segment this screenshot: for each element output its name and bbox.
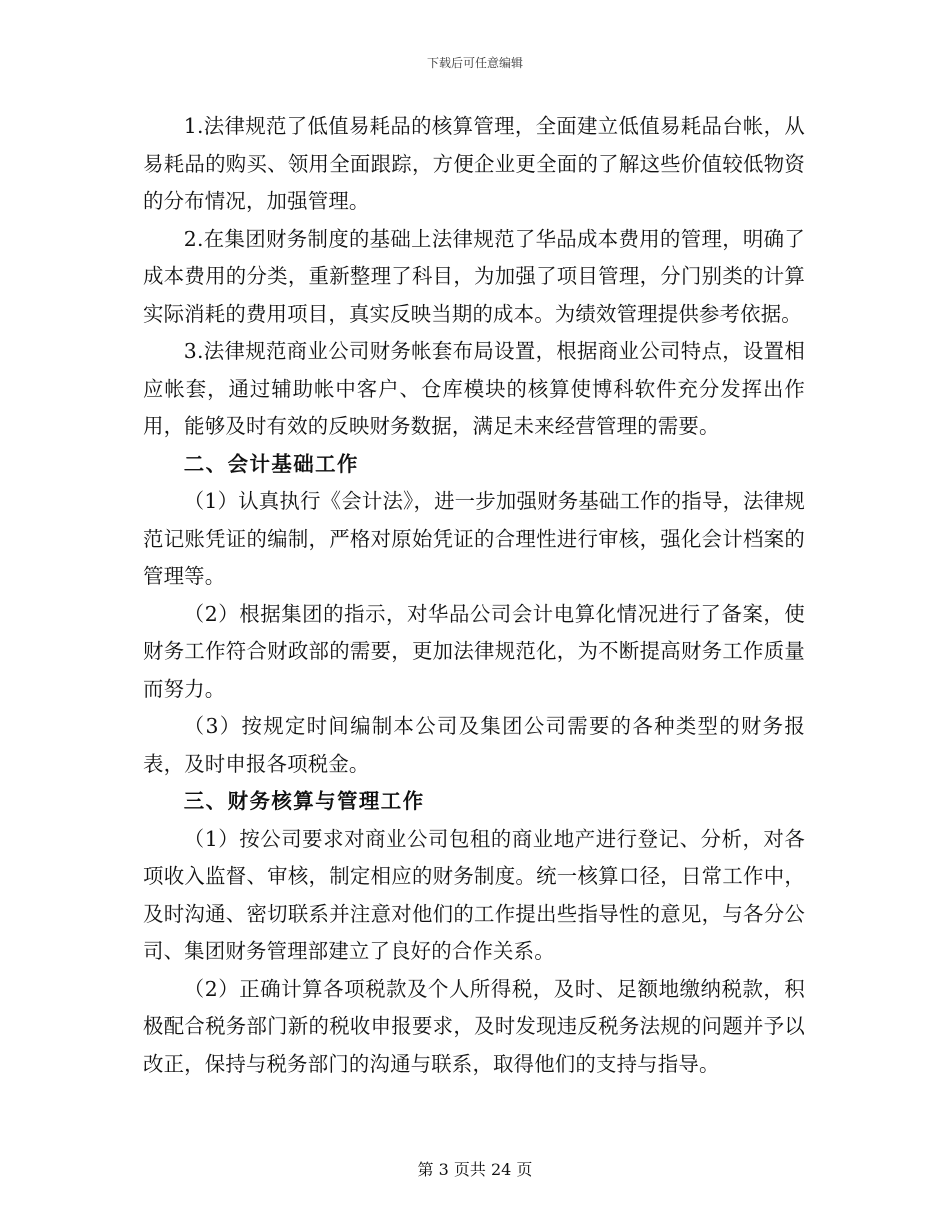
page-number: 第 3 页共 24 页 bbox=[417, 1160, 533, 1179]
page-header: 下载后可任意编辑 bbox=[426, 56, 523, 70]
paragraph-5: （2）根据集团的指示，对华品公司会计电算化情况进行了备案，使财务工作符合财政部的需要，更加法律规范化，为不断提高财务工作质量而努力。 bbox=[143, 601, 805, 701]
paragraph-6: （3）按规定时间编制本公司及集团公司需要的各种类型的财务报表，及时申报各项税金。 bbox=[143, 714, 805, 776]
paragraph-3: 3.法律规范商业公司财务帐套布局设置，根据商业公司特点，设置相应帐套，通过辅助帐中客户、仓库模块的核算使博科软件充分发挥出作用，能够及时有效的反映财务数据，满足未来经营管理的需要。 bbox=[143, 339, 805, 438]
document-body bbox=[143, 108, 805, 1083]
paragraph-2: 2.在集团财务制度的基础上法律规范了华品成本费用的管理，明确了成本费用的分类，重新整理了科目，为加强了项目管理，分门别类的计算实际消耗的费用项目，真实反映当期的成本。为绩效管理提供参考依据。 bbox=[143, 226, 805, 326]
section-heading-accounting-basics: 二、会计基础工作 bbox=[183, 451, 359, 476]
section-heading-financial-accounting: 三、财务核算与管理工作 bbox=[183, 789, 425, 813]
paragraph-4: （1）认真执行《会计法》，进一步加强财务基础工作的指导，法律规范记账凭证的编制，严格对原始凭证的合理性进行审核，强化会计档案的管理等。 bbox=[143, 489, 805, 588]
paragraph-7: （1）按公司要求对商业公司包租的商业地产进行登记、分析，对各项收入监督、审核，制定相应的财务制度。统一核算口径，日常工作中，及时沟通、密切联系并注意对他们的工作提出些指导性的意见，与各分公司、集团财务管理部建立了良好的合作关系。 bbox=[143, 826, 805, 963]
paragraph-1: 1.法律规范了低值易耗品的核算管理，全面建立低值易耗品台帐，从易耗品的购买、领用全面跟踪，方便企业更全面的了解这些价值较低物资的分布情况，加强管理。 bbox=[143, 114, 805, 213]
paragraph-8: （2）正确计算各项税款及个人所得税，及时、足额地缴纳税款，积极配合税务部门新的税收申报要求，及时发现违反税务法规的问题并予以改正，保持与税务部门的沟通与联系，取得他们的支持与指导。 bbox=[143, 976, 805, 1076]
